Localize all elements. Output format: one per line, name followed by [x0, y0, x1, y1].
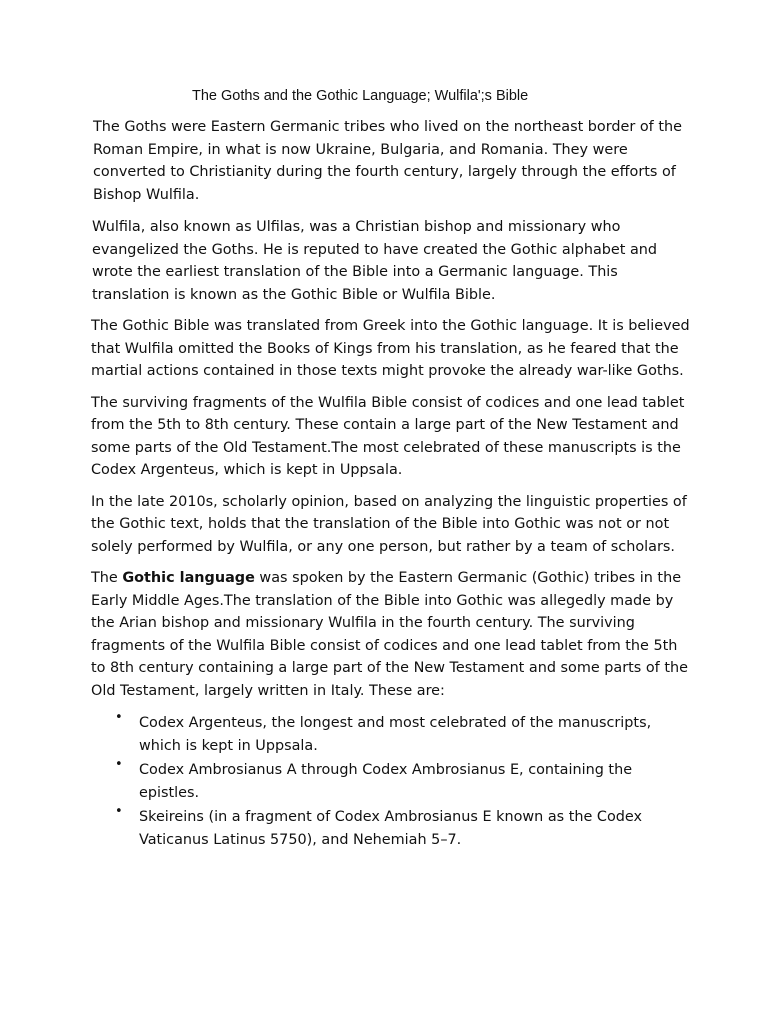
paragraph-lead: The: [91, 570, 123, 586]
paragraph-scholarly-opinion: In the late 2010s, scholarly opinion, based on analyzing the linguistic properties of the Gothic text, holds that the translation of the Bible into Gothic was not or not solely performed by Wulfila, or any one person, but rather by a team of scholars.: [91, 493, 687, 555]
document-title: The Goths and the Gothic Language; Wulfila';s Bible: [192, 88, 529, 104]
paragraph-goths: The Goths were Eastern Germanic tribes who lived on the northeast border of the Roman Empire, in what is now Ukraine, Bulgaria, and Romania. They were converted to Christianity during the fourth century, largely through the efforts of Bishop Wulfila.: [93, 119, 682, 203]
paragraph-rest: was spoken by the Eastern Germanic (Gothic) tribes in the Early Middle Ages.The translation of the Bible into Gothic was allegedly made by the Arian bishop and missionary Wulfila in the fourth century. The surviving fragments of the Wulfila Bible consist of codices and one lead tablet from the 5th to 8th century containing a large part of the New Testament and some parts of the Old Testament, largely written in Italy. These are:: [91, 570, 688, 699]
list-item: [115, 804, 693, 851]
list-item: [115, 710, 693, 757]
bullet-icon: •: [115, 757, 123, 772]
paragraph-wulfila: Wulfila, also known as Ulfilas, was a Christian bishop and missionary who evangelized the Goths. He is reputed to have created the Gothic alphabet and wrote the earliest translation of the Bible into a Germanic language. This translation is known as the Gothic Bible or Wulfila Bible.: [92, 219, 658, 303]
list-item-text: Skeireins (in a fragment of Codex Ambrosianus E known as the Codex Vaticanus Latinus 5750), and Nehemiah 5–7.: [139, 809, 643, 848]
list-item-text: Codex Argenteus, the longest and most celebrated of the manuscripts, which is kept in Uppsala.: [139, 715, 652, 754]
list-item: [115, 757, 693, 804]
paragraph-gothic-bible: The Gothic Bible was translated from Greek into the Gothic language. It is believed that Wulfila omitted the Books of Kings from his translation, as he feared that the martial actions contained in those texts might provoke the already war-like Goths.: [91, 318, 690, 379]
manuscript-list: [93, 712, 693, 851]
paragraph-gothic-language: [91, 567, 693, 702]
bullet-icon: •: [115, 804, 123, 819]
paragraph-surviving-fragments: The surviving fragments of the Wulfila Bible consist of codices and one lead tablet from the 5th to 8th century. These contain a large part of the New Testament and some parts of the Old Testament.The most celebrated of these manuscripts is the Codex Argenteus, which is kept in Uppsala.: [91, 394, 685, 478]
document-body: [93, 116, 693, 853]
bullet-icon: •: [115, 710, 123, 725]
list-item-text: Codex Ambrosianus A through Codex Ambrosianus E, containing the epistles.: [139, 762, 633, 801]
bold-term-gothic-language: Gothic language: [122, 570, 255, 586]
